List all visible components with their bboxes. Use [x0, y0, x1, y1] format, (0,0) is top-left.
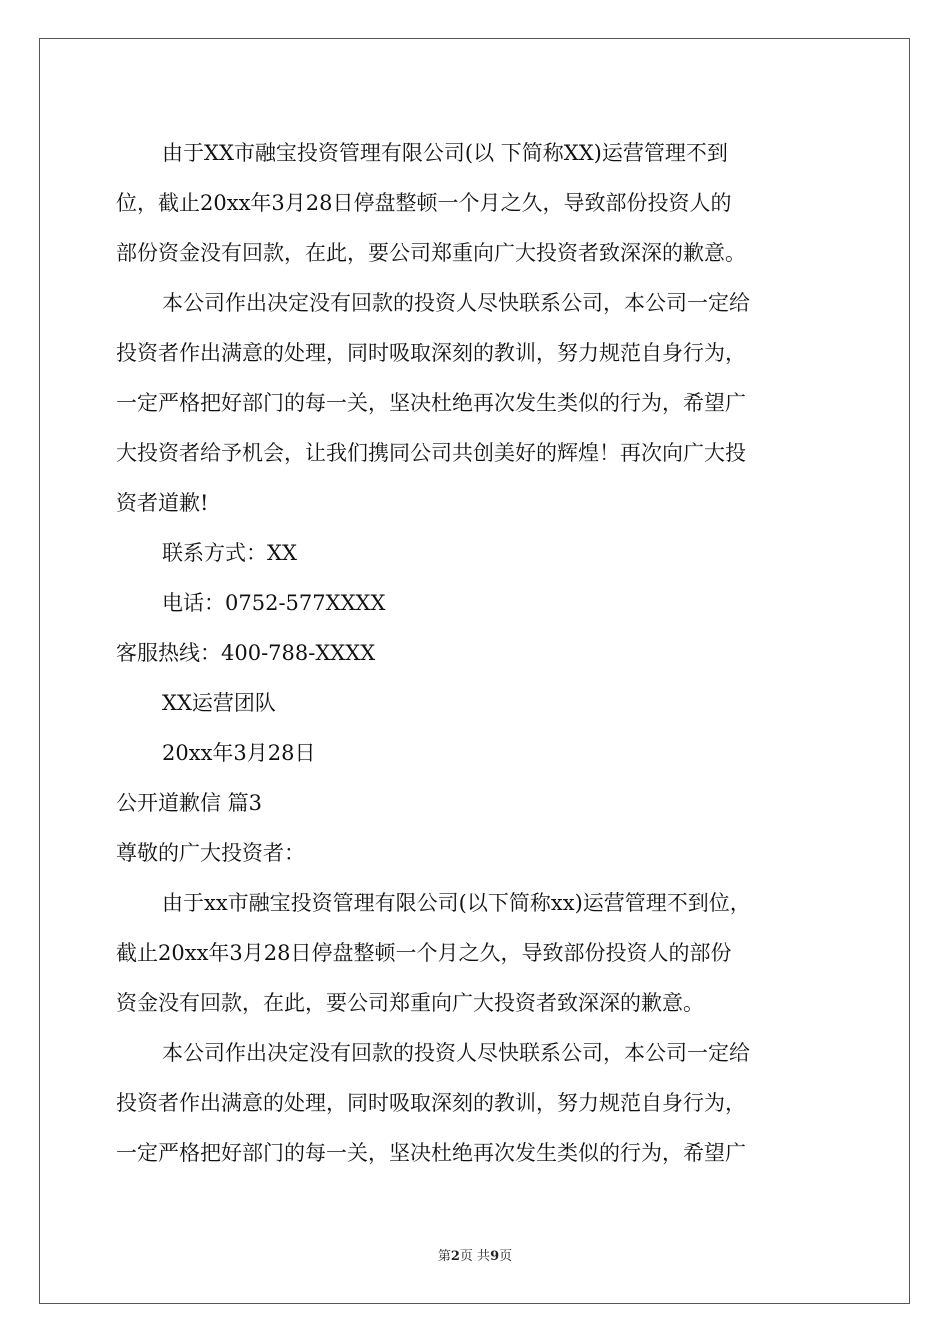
- text-line: 截止20xx年3月28日停盘整顿一个月之久，导致部份投资人的部份: [116, 941, 732, 965]
- footer-mid: 页 共: [459, 1249, 491, 1264]
- footer-prefix: 第: [437, 1249, 451, 1264]
- footer-suffix: 页: [499, 1249, 513, 1264]
- text-line: 位，截止20xx年3月28日停盘整顿一个月之久，导致部份投资人的: [116, 191, 732, 215]
- footer-total-pages: 9: [490, 1249, 500, 1264]
- text-line: 一定严格把好部门的每一关，坚决杜绝再次发生类似的行为，希望广: [116, 391, 746, 415]
- text-line: 投资者作出满意的处理，同时吸取深刻的教训，努力规范自身行为，: [116, 1091, 746, 1115]
- text-line: 本公司作出决定没有回款的投资人尽快联系公司，本公司一定给: [162, 291, 750, 315]
- document-body: [116, 128, 841, 1178]
- footer-current-page: 2: [450, 1249, 460, 1264]
- text-line: 电话：0752-577XXXX: [162, 591, 386, 615]
- text-line: 公开道歉信 篇3: [116, 791, 263, 815]
- text-line: 联系方式：XX: [162, 541, 297, 565]
- text-line: 由于xx市融宝投资管理有限公司(以下简称xx)运营管理不到位，: [162, 891, 751, 915]
- text-line: 由于XX市融宝投资管理有限公司(以 下简称XX)运营管理不到: [162, 141, 728, 165]
- text-line: 一定严格把好部门的每一关，坚决杜绝再次发生类似的行为，希望广: [116, 1141, 746, 1165]
- text-line: 资者道歉!: [116, 491, 209, 515]
- text-line: 本公司作出决定没有回款的投资人尽快联系公司，本公司一定给: [162, 1041, 750, 1065]
- text-line: 客服热线：400-788-XXXX: [116, 641, 376, 665]
- text-line: XX运营团队: [162, 691, 276, 715]
- text-line: 资金没有回款，在此，要公司郑重向广大投资者致深深的歉意。: [116, 991, 704, 1015]
- text-line: 20xx年3月28日: [162, 741, 316, 765]
- page-footer: [0, 1247, 950, 1267]
- text-line: 大投资者给予机会，让我们携同公司共创美好的辉煌！再次向广大投: [116, 441, 746, 465]
- text-line: 投资者作出满意的处理，同时吸取深刻的教训，努力规范自身行为，: [116, 341, 746, 365]
- text-line: 尊敬的广大投资者：: [116, 841, 305, 865]
- text-line: 部份资金没有回款，在此，要公司郑重向广大投资者致深深的歉意。: [116, 241, 746, 265]
